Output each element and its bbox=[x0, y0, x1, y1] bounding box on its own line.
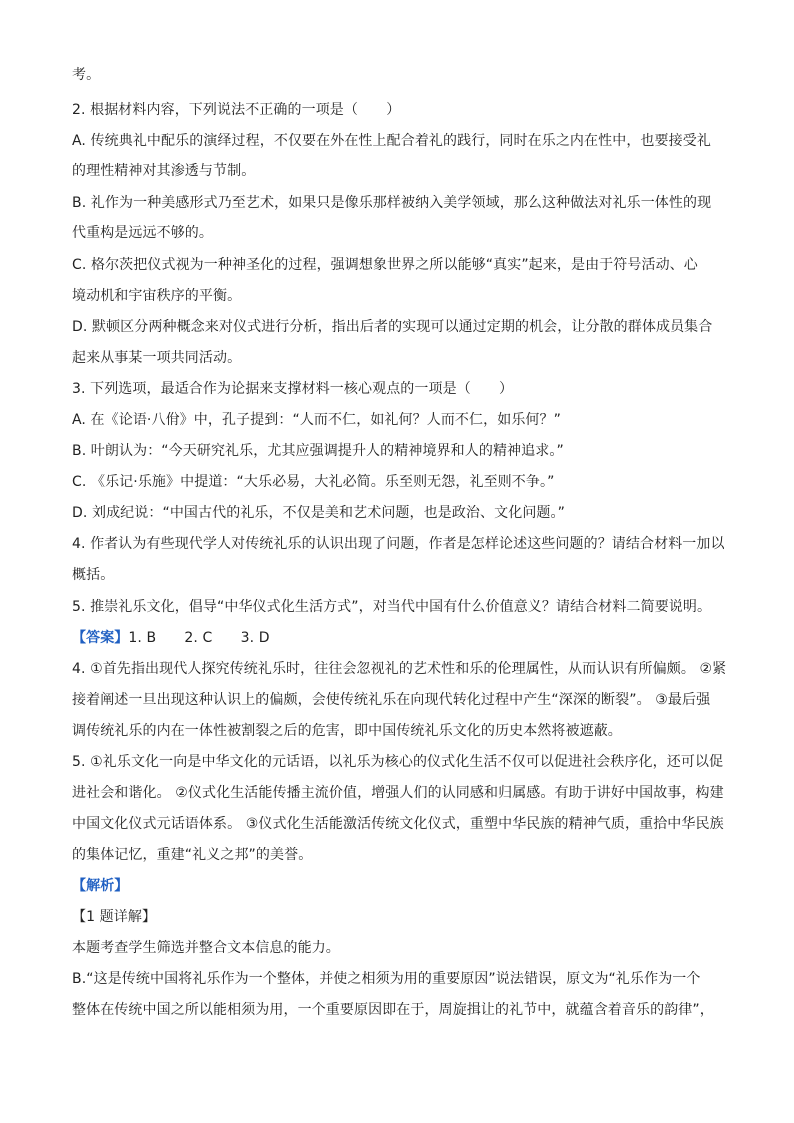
option-2a: A. 传统典礼中配乐的演绎过程，不仅要在外在性上配合着礼的践行，同时在乐之内在性中，也要接受礼 bbox=[72, 133, 711, 149]
option-3b: B. 叶朗认为：“今天研究礼乐，尤其应强调提升人的精神境界和人的精神追求。” bbox=[72, 443, 564, 459]
answer-line bbox=[72, 629, 722, 647]
question-3-stem: 3. 下列选项，最适合作为论据来支撑材料一核心观点的一项是（ ） bbox=[72, 381, 514, 397]
answer-label: 【答案】 bbox=[72, 630, 129, 646]
text-line: 境动机和宇宙秩序的平衡。 bbox=[72, 288, 242, 304]
option-3c: C. 《乐记·乐施》中提道：“大乐必易，大礼必简。乐至则无怨，礼至则不争。” bbox=[72, 474, 555, 490]
answer-5-line: 5. ①礼乐文化一向是中华文化的元话语，以礼乐为核心的仪式化生活不仅可以促进社会秩序化，还可以促 bbox=[72, 754, 724, 770]
analysis-label: 【解析】 bbox=[72, 878, 129, 894]
question-2-stem: 2. 根据材料内容，下列说法不正确的一项是（ ） bbox=[72, 102, 401, 118]
answer-5-line: 的集体记忆，重建“礼义之邦”的美誉。 bbox=[72, 847, 313, 863]
option-3d: D. 刘成纪说：“中国古代的礼乐，不仅是美和艺术问题，也是政治、文化问题。” bbox=[72, 505, 565, 521]
question-4-stem: 4. 作者认为有些现代学人对传统礼乐的认识出现了问题，作者是怎样论述这些问题的？请结合材料一加以 bbox=[72, 536, 725, 552]
question-5-stem: 5. 推崇礼乐文化，倡导“中华仪式化生活方式”，对当代中国有什么价值意义？请结合材料二简要说明。 bbox=[72, 599, 712, 615]
detail-line: 本题考查学生筛选并整合文本信息的能力。 bbox=[72, 940, 340, 956]
text-line: 起来从事某一项共同活动。 bbox=[72, 350, 242, 366]
text-line: 代重构是远远不够的。 bbox=[72, 225, 213, 241]
answer-5-line: 进社会和谐化。 ②仪式化生活能传播主流价值，增强人们的认同感和归属感。有助于讲好中国故事，构建 bbox=[72, 785, 724, 801]
answer-4-line: 调传统礼乐的内在一体性被割裂之后的危害，即中国传统礼乐文化的历史本然将被遮蔽。 bbox=[72, 723, 622, 739]
answer-4-line: 接着阐述一旦出现这种认识上的偏颇，会使传统礼乐在向现代转化过程中产生“深深的断裂”。 ③最后强 bbox=[72, 692, 711, 708]
option-3a: A. 在《论语·八佾》中，孔子提到：“人而不仁，如礼何？人而不仁，如乐何？” bbox=[72, 412, 561, 428]
answer-values: 1. B 2. C 3. D bbox=[128, 630, 270, 646]
detail-line: B.“这是传统中国将礼乐作为一个整体，并使之相须为用的重要原因”说法错误，原文为“礼乐作为一个 bbox=[72, 971, 701, 987]
text-line: 概括。 bbox=[72, 567, 115, 583]
text-line: 考。 bbox=[72, 67, 101, 83]
option-2d: D. 默顿区分两种概念来对仪式进行分析，指出后者的实现可以通过定期的机会，让分散的群体成员集合 bbox=[72, 319, 713, 335]
option-2b: B. 礼作为一种美感形式乃至艺术，如果只是像乐那样被纳入美学领域，那么这种做法对礼乐一体性的现 bbox=[72, 195, 712, 211]
answer-5-line: 中国文化仪式元话语体系。 ③仪式化生活能激活传统文化仪式，重塑中华民族的精神气质，重拾中华民族 bbox=[72, 816, 724, 832]
text-line: 的理性精神对其渗透与节制。 bbox=[72, 163, 256, 179]
answer-4-line: 4. ①首先指出现代人探究传统礼乐时，往往会忽视礼的艺术性和乐的伦理属性，从而认识有所偏颇。 ②紧 bbox=[72, 661, 727, 677]
detail-line: 整体在传统中国之所以能相须为用，一个重要原因即在于，周旋揖让的礼节中，就蕴含着音乐的韵律”， bbox=[72, 1002, 714, 1018]
detail-label: 【1 题详解】 bbox=[72, 909, 157, 925]
option-2c: C. 格尔茨把仪式视为一种神圣化的过程，强调想象世界之所以能够“真实”起来，是由于符号活动、心 bbox=[72, 257, 698, 273]
